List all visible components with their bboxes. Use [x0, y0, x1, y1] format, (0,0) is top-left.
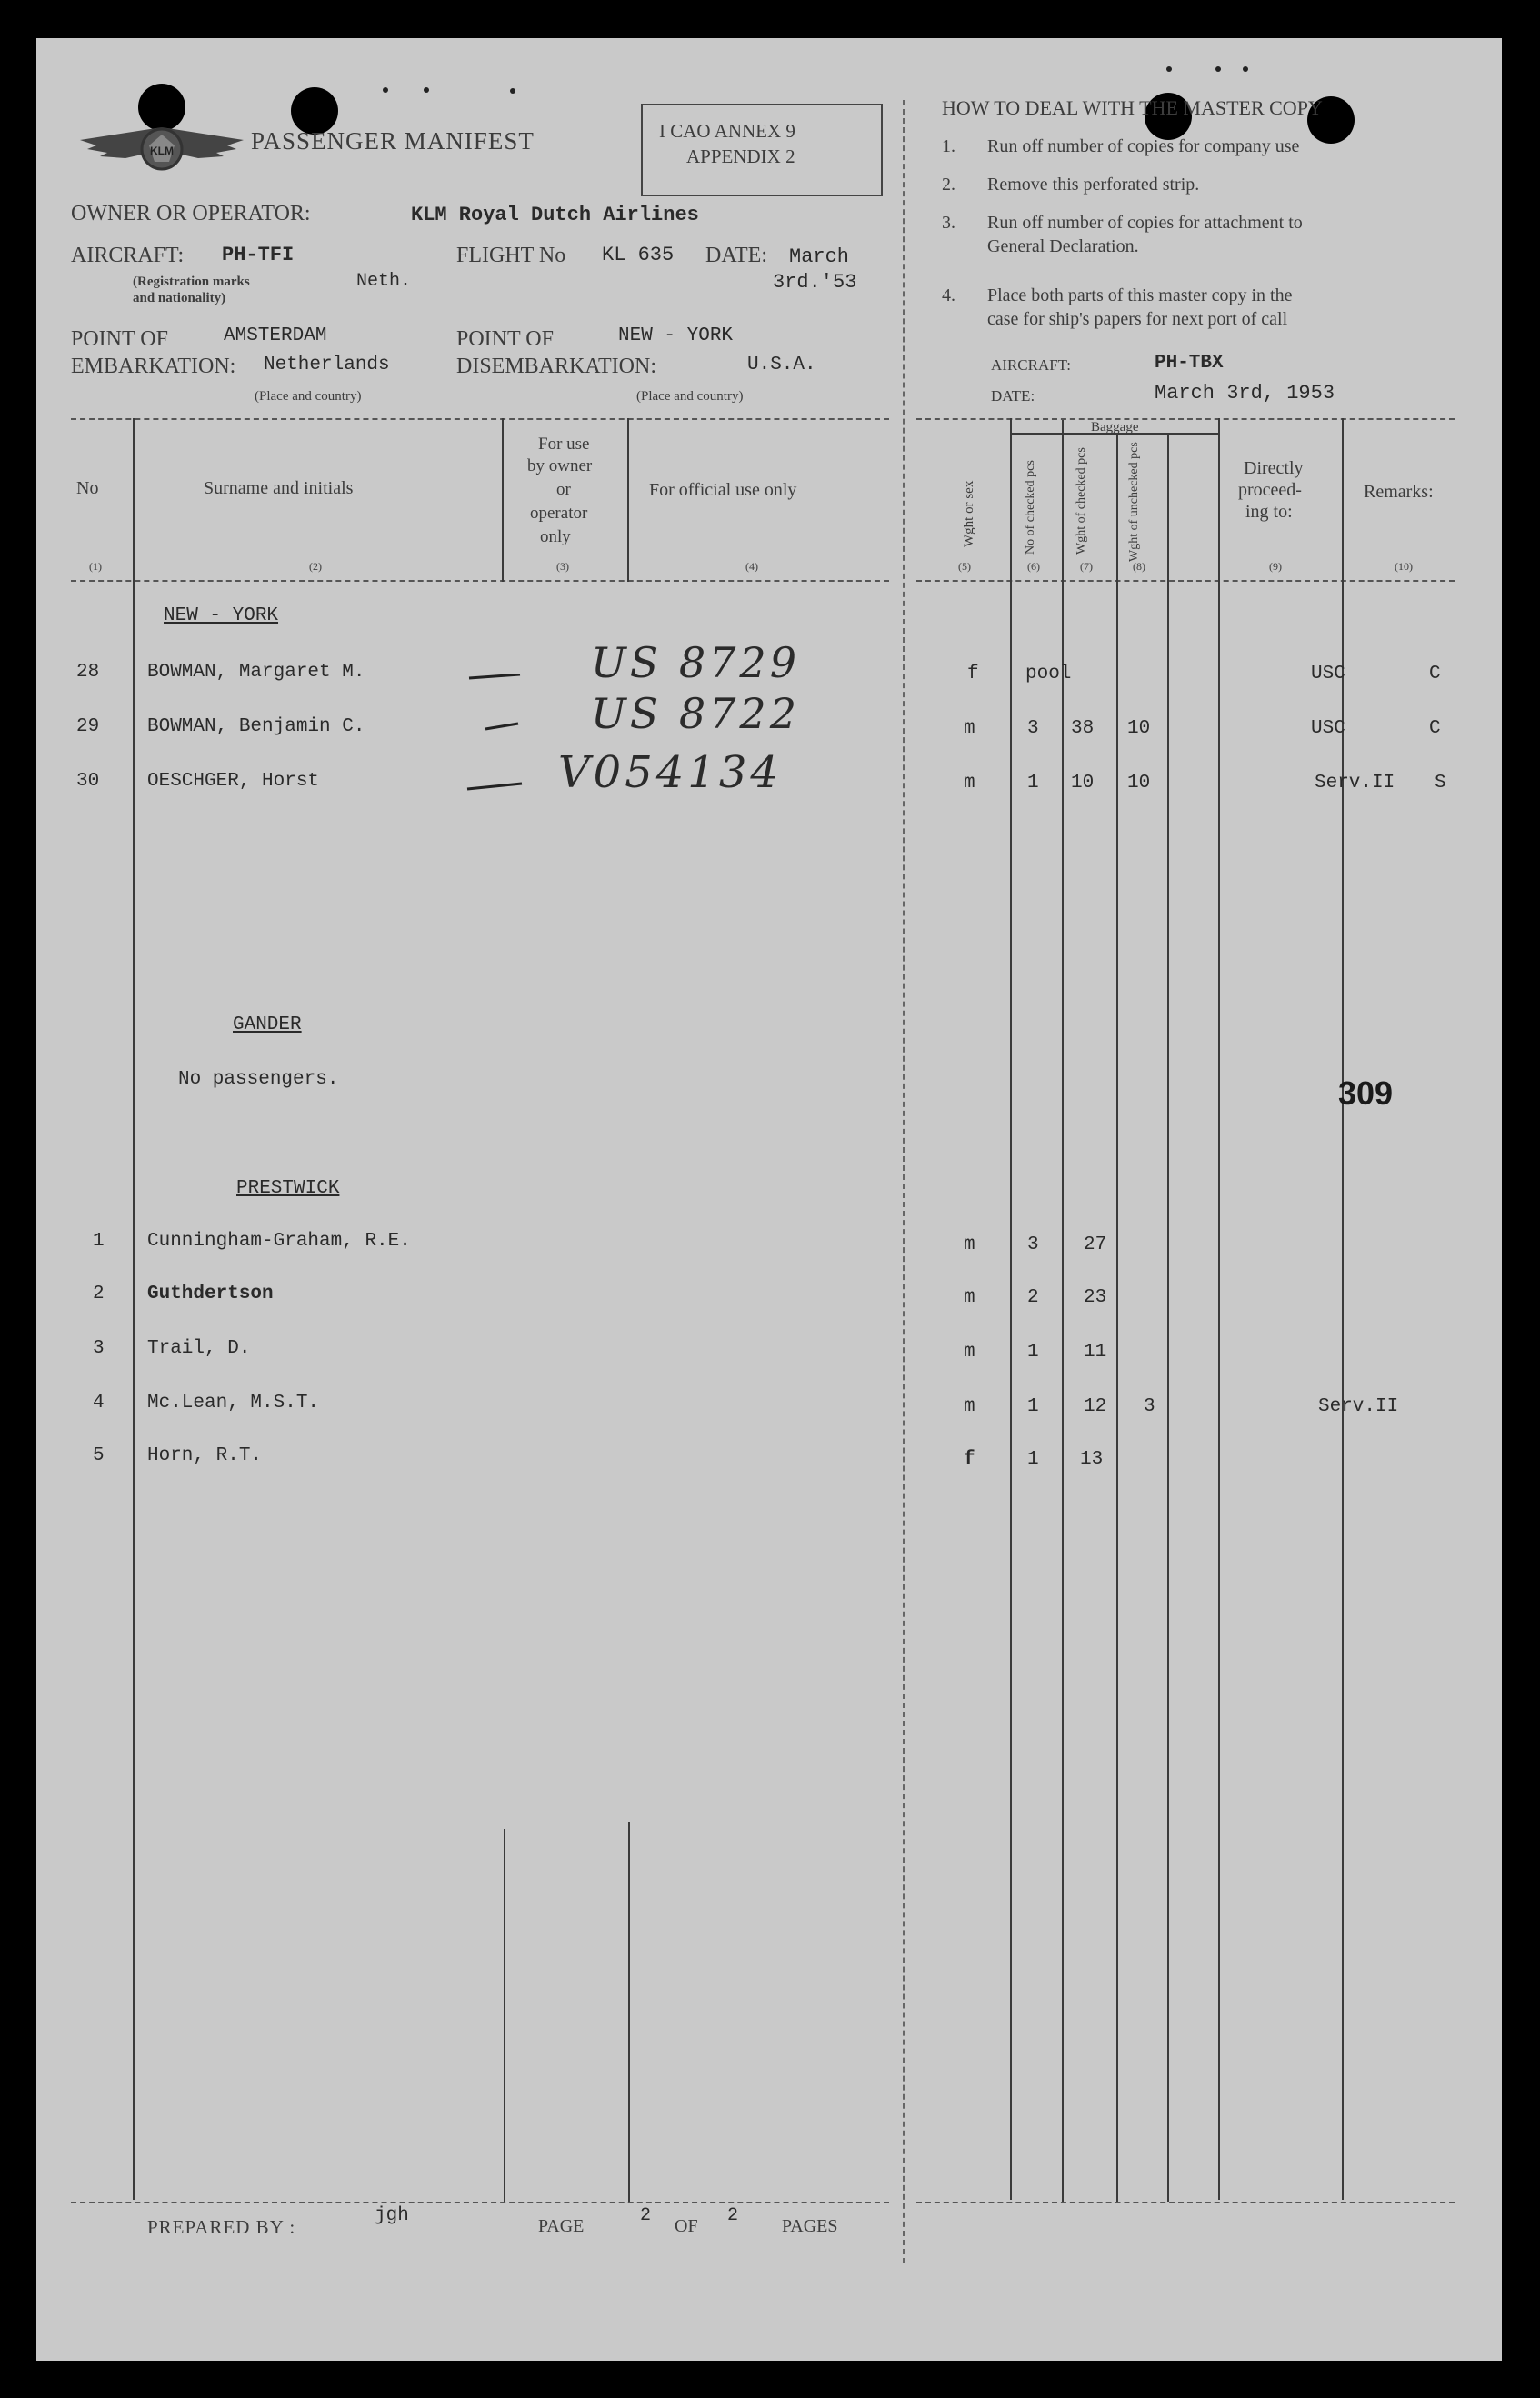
prepared-value: jgh: [375, 2205, 409, 2226]
row-no: 4: [93, 1393, 105, 1414]
header-rule: [71, 418, 889, 420]
date-value: 3rd.'53: [773, 271, 857, 294]
instruction-text: Run off number of copies for attachment to: [987, 213, 1303, 233]
owner-value: KLM Royal Dutch Airlines: [411, 204, 699, 226]
of-value: 2: [727, 2205, 739, 2226]
gander-note: No passengers.: [178, 1069, 339, 1090]
col-owner-use: by owner: [527, 456, 593, 475]
col-num: (4): [745, 560, 758, 573]
header-rule: [916, 418, 1455, 420]
registration-note: (Registration marks: [133, 275, 250, 289]
col-weight-sex: Wght or sex: [962, 480, 976, 547]
section-newyork: NEW - YORK: [164, 605, 279, 626]
place-note: (Place and country): [255, 389, 362, 404]
aircraft-value: PH-TFI: [222, 244, 295, 266]
col-checked-pcs: No of checked pcs: [1024, 460, 1037, 555]
flight-value: KL 635: [602, 244, 675, 266]
row-unch: 3: [1144, 1396, 1155, 1417]
col-official: For official use only: [649, 480, 797, 500]
row-pcs: 3: [1027, 718, 1039, 739]
row-wght: 12: [1084, 1396, 1107, 1417]
disembark-label: DISEMBARKATION:: [456, 355, 657, 378]
row-sex: m: [964, 1234, 975, 1255]
prepared-label: PREPARED BY :: [147, 2216, 296, 2238]
manifest-page: [36, 38, 1502, 2361]
row-sex: m: [964, 1287, 975, 1308]
row-official: V054134: [558, 747, 782, 798]
col-remarks: Remarks:: [1364, 482, 1434, 502]
footer-rule: [916, 2202, 1455, 2203]
row-pcs: pool: [1025, 664, 1072, 684]
row-pcs: 1: [1027, 1396, 1039, 1417]
row-name: Mc.Lean, M.S.T.: [147, 1393, 320, 1414]
instruction-text: Place both parts of this master copy in the: [987, 285, 1293, 305]
perforation-line: [903, 100, 905, 2263]
row-no: 1: [93, 1231, 105, 1252]
date-label: DATE:: [705, 244, 767, 267]
icao-box: [641, 104, 883, 196]
row-pcs: 1: [1027, 1342, 1039, 1363]
row-wght: 11: [1084, 1342, 1107, 1363]
row-name: Trail, D.: [147, 1338, 251, 1359]
row-remark-code: C: [1429, 718, 1441, 739]
row-remark: Serv.II: [1318, 1396, 1399, 1417]
footer-rule: [71, 2202, 889, 2203]
row-pcs: 1: [1027, 1449, 1039, 1470]
row-pcs: 1: [1027, 773, 1039, 794]
col-num: (1): [89, 560, 102, 573]
row-wght: 13: [1080, 1449, 1104, 1470]
col-num: (3): [556, 560, 569, 573]
col-owner-use: only: [540, 527, 571, 546]
row-name: Guthdertson: [147, 1284, 274, 1304]
row-no: 28: [76, 662, 100, 683]
row-wght: 27: [1084, 1234, 1107, 1255]
row-no: 5: [93, 1445, 105, 1466]
row-remark: USC: [1311, 664, 1345, 684]
col-num: (6): [1027, 560, 1040, 573]
row-sex: m: [964, 1342, 975, 1363]
icao-annex: I CAO ANNEX 9: [659, 120, 795, 142]
disembark-label: POINT OF: [456, 327, 554, 351]
row-no: 29: [76, 716, 100, 737]
col-no: No: [76, 478, 99, 498]
row-no: 2: [93, 1284, 105, 1304]
page-value: 2: [640, 2205, 652, 2226]
disembark-country: U.S.A.: [747, 355, 816, 375]
disembark-city: NEW - YORK: [618, 325, 734, 346]
svg-text:KLM: KLM: [150, 145, 174, 157]
row-remark: Serv.II: [1315, 773, 1395, 794]
row-sex: m: [964, 718, 975, 739]
col-directly: Directly: [1244, 458, 1304, 478]
row-name: BOWMAN, Margaret M.: [147, 662, 365, 683]
right-date-value: March 3rd, 1953: [1155, 382, 1335, 405]
row-wght: 23: [1084, 1287, 1107, 1308]
flight-label: FLIGHT No: [456, 244, 566, 267]
right-date-label: DATE:: [991, 387, 1035, 405]
manifest-title: PASSENGER MANIFEST: [251, 127, 535, 155]
instructions-title: HOW TO DEAL WITH THE MASTER COPY: [942, 96, 1323, 119]
col-baggage: Baggage: [1091, 420, 1139, 435]
col-directly: proceed-: [1238, 480, 1302, 500]
row-pcs: 2: [1027, 1287, 1039, 1308]
page-label: PAGE: [538, 2216, 585, 2236]
row-name: BOWMAN, Benjamin C.: [147, 716, 365, 737]
row-wght: 38: [1071, 718, 1095, 739]
right-aircraft-value: PH-TBX: [1155, 353, 1224, 374]
col-name: Surname and initials: [204, 478, 354, 498]
col-num: (8): [1133, 560, 1145, 573]
column-header-rule: [916, 580, 1455, 582]
row-name: Horn, R.T.: [147, 1445, 263, 1466]
right-aircraft-label: AIRCRAFT:: [991, 356, 1071, 374]
row-remark-code: C: [1429, 664, 1441, 684]
row-no: 3: [93, 1338, 105, 1359]
row-no: 30: [76, 771, 100, 792]
row-official: US 8722: [591, 689, 800, 738]
embark-country: Netherlands: [264, 355, 390, 375]
instruction-num: 3.: [942, 213, 955, 233]
row-sex: f: [964, 1449, 975, 1470]
col-num: (7): [1080, 560, 1093, 573]
instruction-text: General Declaration.: [987, 236, 1139, 256]
pages-label: PAGES: [782, 2216, 838, 2236]
col-num: (10): [1395, 560, 1413, 573]
embark-city: AMSTERDAM: [224, 325, 327, 346]
section-gander: GANDER: [233, 1014, 302, 1035]
col-owner-use: or: [556, 480, 571, 499]
row-sex: f: [967, 664, 979, 684]
row-pcs: 3: [1027, 1234, 1039, 1255]
column-header-rule: [71, 580, 889, 582]
embark-label: POINT OF: [71, 327, 168, 351]
aircraft-nationality: Neth.: [356, 271, 412, 292]
registration-note: and nationality): [133, 291, 226, 305]
row-sex: m: [964, 773, 975, 794]
row-unch: 10: [1127, 718, 1151, 739]
date-value: March: [789, 245, 850, 268]
row-sex: m: [964, 1396, 975, 1417]
col-num: (9): [1269, 560, 1282, 573]
row-remark: USC: [1311, 718, 1345, 739]
klm-wings-logo: [71, 118, 253, 184]
handwritten-dashes: [464, 674, 591, 802]
row-official: US 8729: [591, 638, 800, 687]
section-prestwick: PRESTWICK: [236, 1178, 340, 1199]
col-directly: ing to:: [1245, 502, 1293, 522]
stamp-number: 309: [1338, 1074, 1394, 1112]
instruction-text: case for ship's papers for next port of call: [987, 309, 1288, 329]
row-name: OESCHGER, Horst: [147, 771, 320, 792]
icao-appendix: APPENDIX 2: [686, 145, 795, 167]
row-unch: 10: [1127, 773, 1151, 794]
aircraft-label: AIRCRAFT:: [71, 244, 185, 267]
owner-label: OWNER OR OPERATOR:: [71, 202, 311, 225]
instruction-num: 4.: [942, 285, 955, 305]
row-remark-code: S: [1435, 773, 1446, 794]
col-num: (2): [309, 560, 322, 573]
instruction-text: Run off number of copies for company use: [987, 136, 1300, 156]
row-name: Cunningham-Graham, R.E.: [147, 1231, 411, 1252]
row-wght: 10: [1071, 773, 1095, 794]
of-label: OF: [675, 2216, 698, 2236]
place-note: (Place and country): [636, 389, 744, 404]
instruction-text: Remove this perforated strip.: [987, 175, 1200, 195]
instruction-num: 2.: [942, 175, 955, 195]
instruction-num: 1.: [942, 136, 955, 156]
col-owner-use: For use: [538, 435, 590, 454]
col-num: (5): [958, 560, 971, 573]
embark-label: EMBARKATION:: [71, 355, 236, 378]
col-wght-unchecked: Wght of unchecked pcs: [1127, 442, 1141, 562]
col-wght-checked: Wght of checked pcs: [1075, 447, 1088, 555]
col-owner-use: operator: [530, 504, 588, 523]
